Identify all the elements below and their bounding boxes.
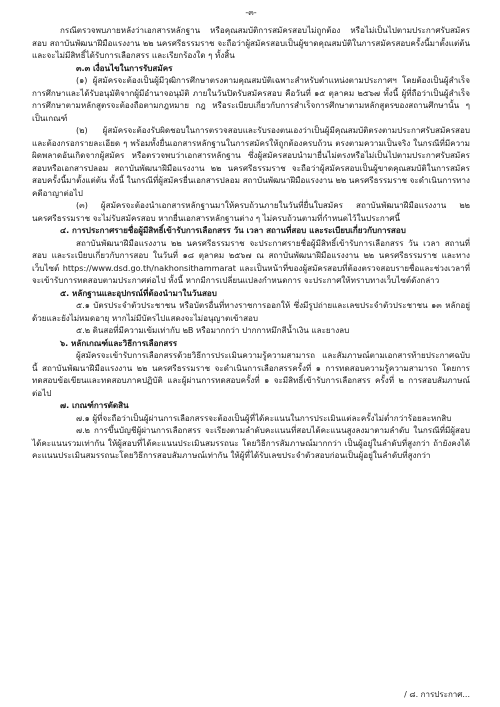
continuation-footer: / ๘. การประกาศ... [404, 690, 470, 699]
paragraph: สถาบันพัฒนาฝีมือแรงงาน ๒๒ นครศรีธรรมราช จะประกาศรายชื่อผู้มีสิทธิ์เข้ารับการเลือกสรร วัน เวลา สถานที่สอบ และระเบียบเกี่ยวกับการสอบ ในวันที่ ๑๘ ตุลาคม ๒๕๖๗ ณ สถาบันพัฒนาฝีมือแรงงาน ๒๒ นครศรีธรรมราช และทางเว็บไซต์ https://www.dsd.go.th/nakhonsithammarat และเป็นหน้าที่ของผู้สมัครสอบที่ต้องตรวจสอบรายชื่อและช่วงเวลาที่จะเข้ารับการทดสอบตามประกาศต่อไป ทั้งนี้ หากมีการเปลี่ยนแปลงกำหนดการ จะประกาศให้ทราบทางเว็บไซต์ดังกล่าว [32, 237, 470, 285]
section-heading: ๗. เกณฑ์การตัดสิน [60, 400, 129, 410]
paragraph: (๓) ผู้สมัครจะต้องนำเอกสารหลักฐานมาให้ครบถ้วนภายในวันที่ยื่นใบสมัคร สถาบันพัฒนาฝีมือแรงงาน ๒๒ นครศรีธรรมราช จะไม่รับสมัครสอบ หากยื่นเอกสารหลักฐานต่าง ๆ ไม่ครบถ้วนตามที่กำหนดไว้ในประกาศนี้ [32, 200, 470, 223]
paragraph: ๗.๒ การขึ้นบัญชีผู้ผ่านการเลือกสรร จะเรียงตามลำดับคะแนนที่สอบได้คะแนนสูงลงมาตามลำดับ ในกรณีที่มีผู้สอบได้คะแนนรวมเท่ากัน ให้ผู้สอบที่ได้คะแนนประเมินสมรรถนะ โดยวิธีการสัมภาษณ์มากกว่า เป็นผู้อยู่ในลำดับที่สูงกว่า ถ้ายังคงได้คะแนนประเมินสมรรถนะโดยวิธีการสอบสัมภาษณ์เท่ากัน ให้ผู้ที่ได้รับเลขประจำตัวสอบก่อนเป็นผู้อยู่ในลำดับที่สูงกว่า [32, 425, 470, 460]
paragraph: ผู้สมัครจะเข้ารับการเลือกสรรด้วยวิธีการประเมินความรู้ความสามารถ และสัมภาษณ์ตามเอกสารท้ายประกาศฉบับนี้ สถาบันพัฒนาฝีมือแรงงาน ๒๒ นครศรีธรรมราช จะดำเนินการเลือกสรรครั้งที่ ๑ การทดสอบความรู้ความสามารถ โดยการทดสอบข้อเขียนและทดสอบภาคปฏิบัติ และผู้ผ่านการทดสอบครั้งที่ ๑ จะมีสิทธิ์เข้ารับการเลือกสรร ครั้งที่ ๒ การสอบสัมภาษณ์ ต่อไป [32, 350, 470, 398]
section-heading: ๕. หลักฐานและอุปกรณ์ที่ต้องนำมาในวันสอบ [60, 287, 217, 298]
section-heading: ๔. การประกาศรายชื่อผู้มีสิทธิ์เข้ารับการเลือกสรร วัน เวลา สถานที่สอบ และระเบียบเกี่ยวกับการสอบ [60, 225, 406, 235]
section-heading: ๓.๓ เงื่อนไขในการรับสมัคร [76, 62, 173, 73]
document-body [32, 24, 470, 462]
paragraph: (๑) ผู้สมัครจะต้องเป็นผู้มีวุฒิการศึกษาตรงตามคุณสมบัติเฉพาะสำหรับตำแหน่งตามประกาศฯ โดยต้องเป็นผู้สำเร็จการศึกษาและได้รับอนุมัติจากผู้มีอำนาจอนุมัติ ภายในวันปิดรับสมัครสอบ คือวันที่ ๑๕ ตุลาคม ๒๕๖๗ ทั้งนี้ ผู้ที่ถือว่าเป็นผู้สำเร็จการศึกษาตามหลักสูตรจะต้องถือตามกฎหมาย กฎ หรือระเบียบเกี่ยวกับการสำเร็จการศึกษาตามหลักสูตรของสถานศึกษานั้น ๆ เป็นเกณฑ์ [32, 75, 470, 123]
paragraph: ๕.๑ บัตรประจำตัวประชาชน หรือบัตรอื่นที่ทางราชการออกให้ ซึ่งมีรูปถ่ายและเลขประจำตัวประชาชน ๑๓ หลักอยู่ด้วยและยังไม่หมดอายุ หากไม่มีบัตรไปแสดงจะไม่อนุญาตเข้าสอบ [32, 300, 470, 323]
page-number: -๓- [245, 8, 257, 17]
paragraph: กรณีตรวจพบภายหลังว่าเอกสารหลักฐาน หรือคุณสมบัติการสมัครสอบไม่ถูกต้อง หรือไม่เป็นไปตามประกาศรับสมัครสอบ สถาบันพัฒนาฝีมือแรงงาน ๒๒ นครศรีธรรมราช จะถือว่าผู้สมัครสอบเป็นผู้ขาดคุณสมบัติในการสมัครสอบครั้งนี้มาตั้งแต่ต้น และจะไม่มีสิทธิ์ได้รับการเลือกสรร และเรียกร้องใด ๆ ทั้งสิ้น [32, 25, 470, 60]
paragraph: (๒) ผู้สมัครจะต้องรับผิดชอบในการตรวจสอบและรับรองตนเองว่าเป็นผู้มีคุณสมบัติตรงตามประกาศรับสมัครสอบ และต้องกรอกรายละเอียด ๆ พร้อมทั้งยื่นเอกสารหลักฐานในการสมัครให้ถูกต้องครบถ้วน ตรงตามความเป็นจริง ในกรณีที่มีความผิดพลาดอันเกิดจากผู้สมัคร หรือตรวจพบว่าเอกสารหลักฐาน ซึ่งผู้สมัครสอบนำมายื่นไม่ตรงหรือไม่เป็นไปตามประกาศรับสมัครสอบหรือเอกสารปลอม สถาบันพัฒนาฝีมือแรงงาน ๒๒ นครศรีธรรมราช จะถือว่าผู้สมัครสอบเป็นผู้ขาดคุณสมบัติในการสมัครสอบครั้งนี้มาตั้งแต่ต้น ทั้งนี้ ในกรณีที่ผู้สมัครยื่นเอกสารปลอม สถาบันพัฒนาฝีมือแรงงาน ๒๒ นครศรีธรรมราช จะดำเนินการทางคดีอาญาต่อไป [32, 125, 470, 198]
section-heading: ๖. หลักเกณฑ์และวิธีการเลือกสรร [60, 337, 178, 348]
paragraph: ๗.๑ ผู้ที่จะถือว่าเป็นผู้ผ่านการเลือกสรรจะต้องเป็นผู้ที่ได้คะแนนในการประเมินแต่ละครั้งไม่ต่ำกว่าร้อยละหกสิบ [76, 412, 452, 423]
paragraph: ๕.๒ ดินสอที่มีความเข้มเท่ากับ ๒B หรือมากกว่า ปากกาหมึกสีน้ำเงิน และยางลบ [76, 325, 350, 335]
